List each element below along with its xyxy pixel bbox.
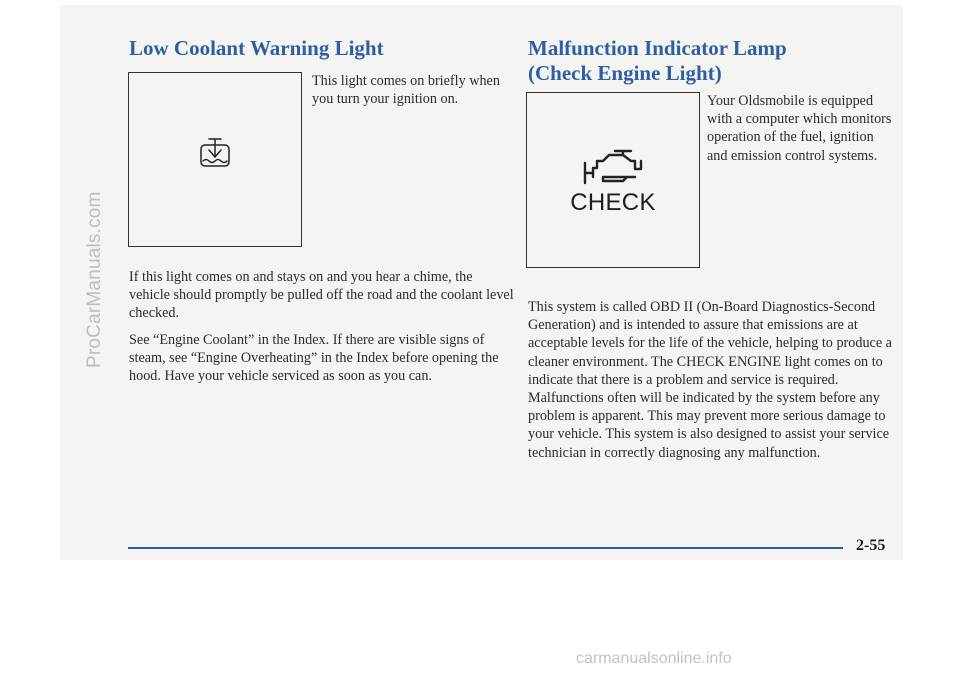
- obd-paragraph: This system is called OBD II (On-Board Diagnostics-Second Generation) and is intended to assure that emissions are at acceptable levels for the life of the vehicle, helping to produce a cleaner environment. The CHECK ENGINE light comes on to indicate that there is a problem and service is required. Malfunctions often will be indicated by the system before any problem is apparent. This may prevent more serious damage to your vehicle. This system is also designed to assist your service technician in correctly diagnosing any malfunction.: [528, 299, 892, 461]
- malfunction-intro-text: Your Oldsmobile is equipped with a computer which monitors operation of the fuel, ignition and emission control systems.: [707, 93, 892, 164]
- malfunction-lamp-heading: [528, 36, 787, 86]
- check-engine-figure: [526, 92, 700, 268]
- heading-line-2: (Check Engine Light): [528, 61, 722, 85]
- coolant-intro-text: This light comes on briefly when you turn your ignition on.: [312, 73, 500, 108]
- low-coolant-heading: Low Coolant Warning Light: [129, 36, 384, 60]
- coolant-warning-figure: [128, 72, 302, 247]
- page-number: 2-55: [856, 537, 886, 554]
- footer-rule: [128, 547, 843, 549]
- engine-icon: [527, 93, 699, 193]
- bottom-watermark: carmanualsonline.info: [576, 650, 732, 667]
- heading-line-1: Malfunction Indicator Lamp: [528, 36, 787, 60]
- side-watermark: ProCarManuals.com: [84, 191, 105, 368]
- check-label: CHECK: [570, 189, 656, 216]
- coolant-level-icon: [129, 73, 301, 246]
- coolant-paragraph: If this light comes on and stays on and you hear a chime, the vehicle should promptly be pulled off the road and the coolant level checked.: [129, 269, 514, 322]
- coolant-paragraph: See “Engine Coolant” in the Index. If there are visible signs of steam, see “Engine Overheating” in the Index before opening the hood. Have your vehicle serviced as soon as you can.: [129, 332, 499, 385]
